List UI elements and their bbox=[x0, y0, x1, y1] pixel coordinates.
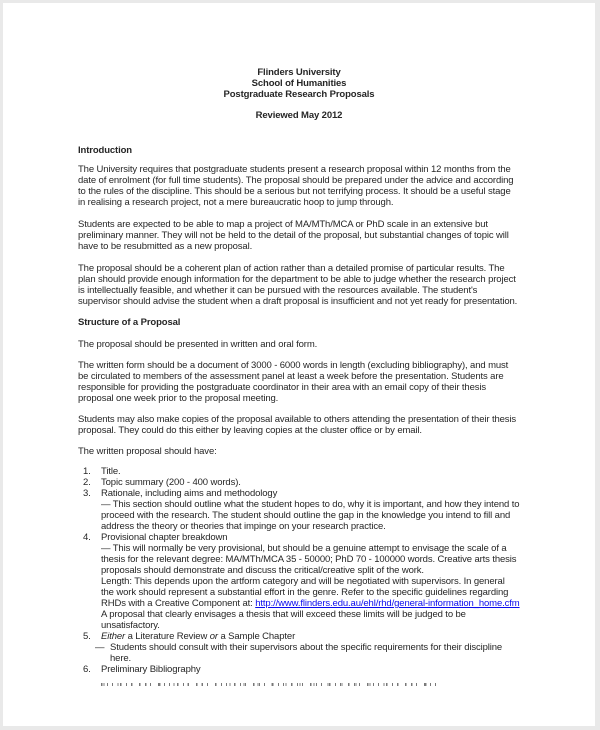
document-content bbox=[3, 3, 595, 686]
structure-paragraph-2: The written form should be a document of 3000 - 6000 words in length (excluding bibliography), and must be circulated to members of the assessment panel at least a week before the presentation. Students are responsible for providing the postgraduate coordinator in their area with an email copy of their thesis proposal one week prior to the proposal meeting. bbox=[78, 360, 509, 404]
list-number: 4. bbox=[83, 532, 91, 543]
title-text: a Sample Chapter bbox=[217, 631, 296, 642]
proposal-requirements-list bbox=[78, 466, 520, 675]
section-heading-structure: Structure of a Proposal bbox=[78, 317, 181, 328]
list-item bbox=[78, 532, 520, 631]
list-item bbox=[78, 477, 520, 488]
section-heading-introduction: Introduction bbox=[78, 145, 132, 156]
list-item-title bbox=[101, 631, 520, 642]
list-item-title: Rationale, including aims and methodology bbox=[101, 488, 278, 499]
intro-paragraph-3: The proposal should be a coherent plan of action rather than a detailed promise of particular results. The plan should provide enough information for the department to be able to judge whether the research project is intellectually feasible, and whether it can be pursued with the resources available. The student's supervisor should advise the student when a draft proposal is insufficient and not yet ready for presentation. bbox=[78, 263, 518, 307]
reviewed-date: Reviewed May 2012 bbox=[255, 110, 343, 121]
list-item bbox=[78, 631, 520, 664]
list-number: 2. bbox=[83, 477, 91, 488]
title-text: a Literature Review bbox=[125, 631, 210, 642]
list-number: 3. bbox=[83, 488, 91, 499]
list-item-detail: — This section should outline what the student hopes to do, why it is important, and how they intend to proceed with the research. The student should outline the gap in the knowledge you intend to fill and address the theory or theories that impinge on your research practice. bbox=[101, 499, 520, 532]
italic-either: Either bbox=[101, 631, 126, 642]
document-page bbox=[3, 3, 595, 726]
list-item-title: Provisional chapter breakdown bbox=[101, 532, 228, 543]
title-line-doc: Postgraduate Research Proposals bbox=[223, 89, 375, 100]
guidelines-link[interactable]: http://www.flinders.edu.au/ehl/rhd/general-information_home.cfm bbox=[255, 598, 520, 609]
list-number: 1. bbox=[83, 466, 91, 477]
list-item-length-note bbox=[101, 576, 520, 609]
intro-paragraph-2: Students are expected to be able to map a project of MA/MTh/MCA or PhD scale in an extensive but preliminary manner. They will not be held to the detail of the proposal, but substantial changes of topic will have to be resubmitted as a new proposal. bbox=[78, 219, 509, 252]
sub-item-text: Students should consult with their supervisors about the specific requirements for their discipline here. bbox=[110, 642, 503, 664]
title-line-school: School of Humanities bbox=[251, 78, 347, 89]
list-item-text: Title. bbox=[101, 466, 121, 477]
intro-paragraph-1: The University requires that postgraduate students present a research proposal within 12 months from the date of enrolment (for full time students). The proposal should be prepared under the advice and according to the rules of the discipline. This should be a serious but not terrifying process. It should be a useful stage in realising a research project, not a mere bureaucratic hoop to jump through. bbox=[78, 164, 514, 208]
list-item-detail: — This will normally be very provisional, but should be a genuine attempt to envisage the scale of a thesis for the relevant degree: MA/MTh/MCA 35 - 50000; PhD 70 - 100000 words. Creative arts thesis proposals should demonstrate and discuss the critical/creative split of the work. bbox=[101, 543, 517, 576]
structure-paragraph-4: The written proposal should have: bbox=[78, 446, 217, 457]
list-item-title: Preliminary Bibliography bbox=[101, 664, 201, 675]
list-number: 6. bbox=[83, 664, 91, 675]
sub-item-dash: — bbox=[95, 642, 105, 653]
list-number: 5. bbox=[83, 631, 91, 642]
list-item bbox=[78, 466, 520, 477]
clipped-text-line bbox=[101, 683, 439, 686]
list-item-warning: A proposal that clearly envisages a thesis that will exceed these limits will be judged to be unsatisfactory. bbox=[101, 609, 466, 631]
list-item-text: Topic summary (200 - 400 words). bbox=[101, 477, 241, 488]
list-item bbox=[78, 488, 520, 532]
document-title-block bbox=[78, 67, 520, 100]
italic-or: or bbox=[209, 631, 218, 642]
list-sub-item bbox=[95, 642, 520, 664]
structure-paragraph-1: The proposal should be presented in written and oral form. bbox=[78, 339, 318, 350]
title-line-university: Flinders University bbox=[257, 67, 341, 78]
length-note-text: Length: This depends upon the artform category and will be negotiated with supervisors. In general the work should represent a substantial effort in the genre. Refer to the specific guidelines regarding RHDs with a Creative Component at: bbox=[101, 576, 509, 609]
list-item bbox=[78, 664, 520, 675]
structure-paragraph-3: Students may also make copies of the proposal available to others attending the presentation of their thesis proposal. They could do this either by leaving copies at the cluster office or by email. bbox=[78, 414, 517, 436]
